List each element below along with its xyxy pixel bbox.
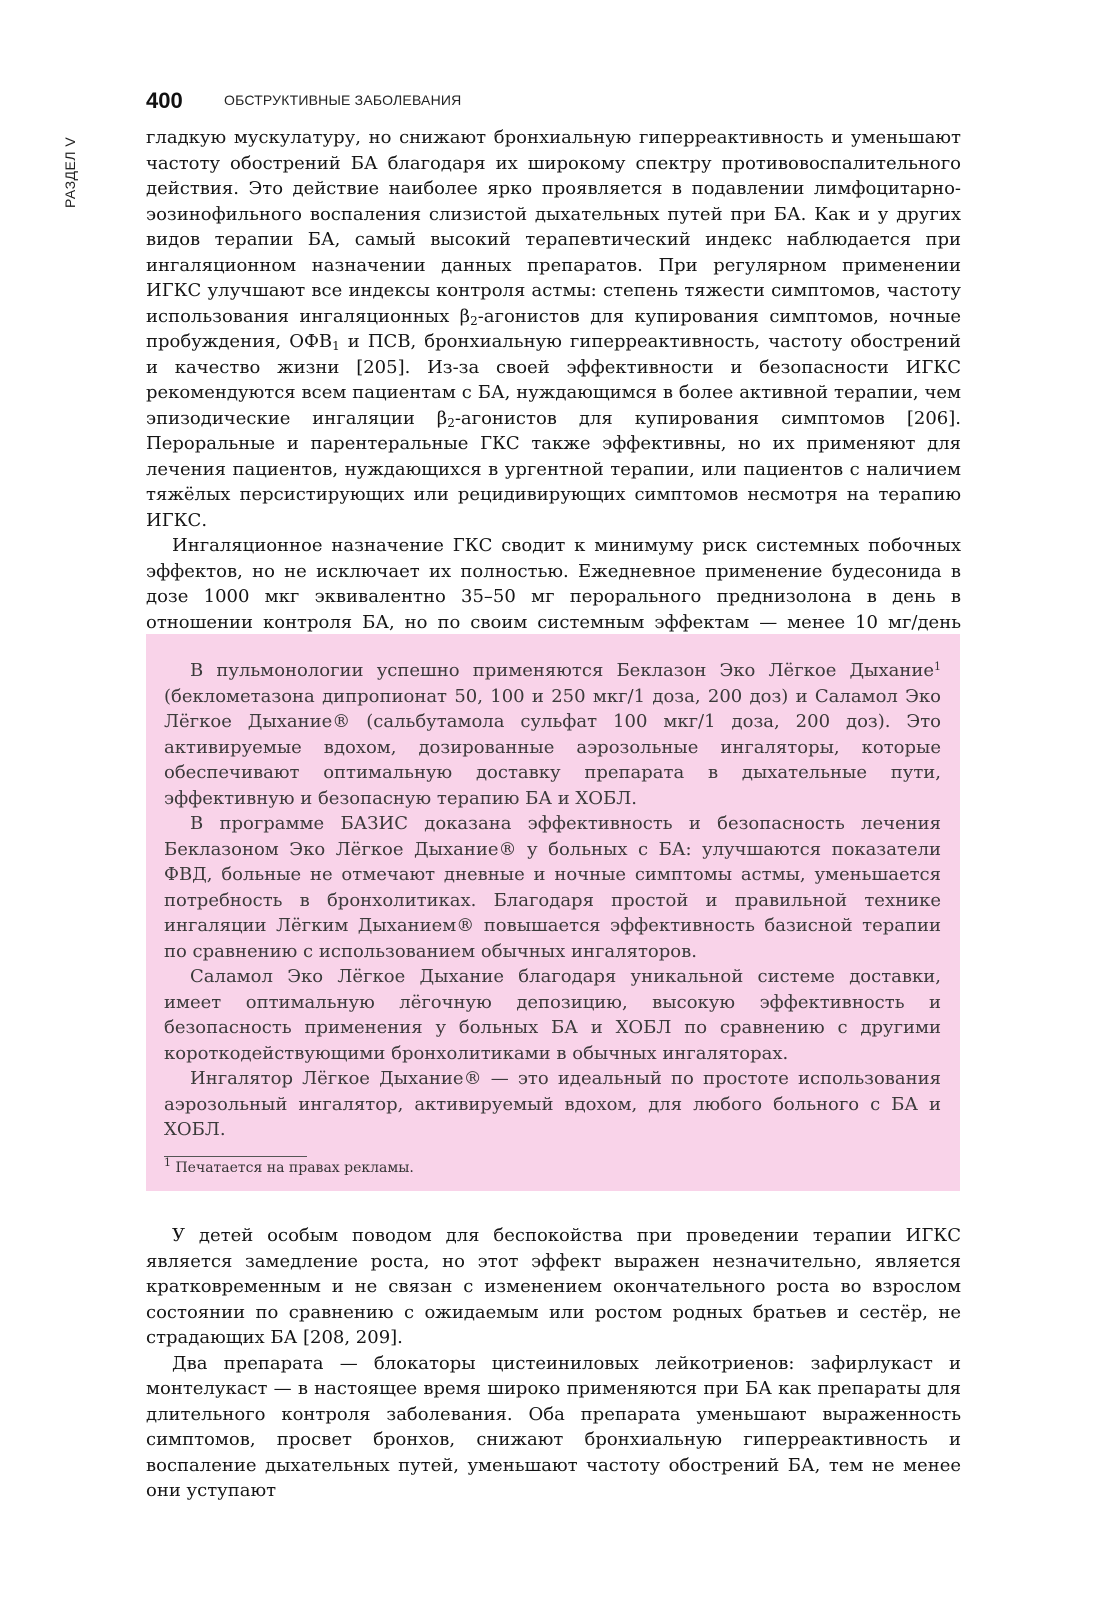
paragraph: Саламол Эко Лёгкое Дыхание благодаря уникальной системе доставки, имеет оптимальную лёгочную депозицию, высокую эффективность и безопасность применения у больных БА и ХОБЛ по сравнению с другими короткодействующими бронхолитиками в обычных ингаляторах. [164,966,941,1064]
footnote-divider [164,1156,307,1157]
footnote-mark: 1 [164,1156,171,1169]
footnote [164,1156,414,1176]
paragraph [146,125,961,533]
subscript: 1 [332,339,340,353]
advertisement-box [146,634,960,1191]
subscript: 2 [470,313,478,328]
footnote-text: Печатается на правах рекламы. [171,1160,414,1176]
text-run: (беклометазона дипропионат 50, 100 и 250 мкг/1 доза, 200 доз) и Саламол Эко Лёгкое Дыхание® (сальбутамола сульфат 100 мкг/1 доза, 200 доз). Это активируемые вдохом, дозированные аэрозольные ингаляторы, которые обеспечивают оптимальную доставку препарата в дыхательные пути, эффективную и безопасную терапию БА и ХОБЛ. [164,685,941,809]
advertisement-text [164,658,941,1143]
section-side-label [62,136,92,220]
running-title: ОБСТРУКТИВНЫЕ ЗАБОЛЕВАНИЯ [224,92,462,108]
subscript: 2 [447,415,455,430]
page-number: 400 [146,88,183,113]
footnote-mark: 1 [934,660,941,673]
paragraph: Ингаляционное назначение ГКС сводит к минимуму риск системных побочных эффектов, но не исключает их полностью. Ежедневное применение будесонида в дозе 1000 мкг эквивалентно 35–50 мг перорального преднизолона в день в отношении контроля БА, но по своим системным эффектам — менее 10 мг/день [146,535,961,633]
main-text-bottom [146,1223,961,1504]
section-label-text: РАЗДЕЛ V [62,136,78,208]
text-run: гладкую мускулатуру, но снижают бронхиальную гиперреактивность и уменьшают частоту обострений БА благодаря их широкому спектру противовоспалительного действия. Это действие наиболее ярко проявляется в подавлении лимфоцитарно-эозинофильного воспаления слизистой дыхательных путей при БА. Как и у других видов терапии БА, самый высокий терапевтический индекс наблюдается при ингаляционном назначении данных препаратов. При регулярном применении ИГКС улучшают все индексы контроля астмы: степень тяжести симптомов, частоту использования ингаляционных β [146,127,961,327]
page-header [146,88,966,118]
paragraph [164,658,941,811]
text-run: -агонистов для купирования симптомов, ночные пробуждения, ОФВ [146,305,961,352]
text-run: -агонистов для купирования симптомов [206]. Пероральные и парентеральные ГКС также эффективны, но их применяют для лечения пациентов, нуждающихся в ургентной терапии, или пациентов с наличием тяжёлых персистирующих или рецидивирующих симптомов несмотря на терапию ИГКС. [146,407,961,531]
text-run: и ПСВ, бронхиальную гиперреактивность, частоту обострений и качество жизни [205]. Из-за своей эффективности и безопасности ИГКС рекомендуются всем пациентам с БА, нуждающимся в более активной терапии, чем эпизодические ингаляции β [146,331,962,429]
main-text-top [146,125,961,661]
paragraph: Ингалятор Лёгкое Дыхание® — это идеальный по простоте использования аэрозольный ингалятор, активируемый вдохом, для любого больного с БА и ХОБЛ. [164,1068,941,1140]
paragraph: У детей особым поводом для беспокойства при проведении терапии ИГКС является замедление роста, но этот эффект выражен незначительно, является кратковременным и не связан с изменением окончательного роста во взрослом состоянии по сравнению с ожидаемым или ростом родных братьев и сестёр, не страдающих БА [208, 209]. [146,1225,961,1348]
paragraph: Два препарата — блокаторы цистеиниловых лейкотриенов: зафирлукаст и монтелукаст — в настоящее время широко применяются при БА как препараты для длительного контроля заболевания. Оба препарата уменьшают выраженность симптомов, просвет бронхов, снижают бронхиальную гиперреактивность и воспаление дыхательных путей, уменьшают частоту обострений БА, тем не менее они уступают [146,1352,961,1501]
text-run: В пульмонологии успешно применяются Беклазон Эко Лёгкое Дыхание [190,660,934,681]
paragraph: В программе БАЗИС доказана эффективность и безопасность лечения Беклазоном Эко Лёгкое Дыхание® у больных с БА: улучшаются показатели ФВД, больные не отмечают дневные и ночные симптомы астмы, уменьшается потребность в бронхолитиках. Благодаря простой и правильной технике ингаляции Лёгким Дыханием® повышается эффективность базисной терапии по сравнению с использованием обычных ингаляторов. [164,813,941,962]
